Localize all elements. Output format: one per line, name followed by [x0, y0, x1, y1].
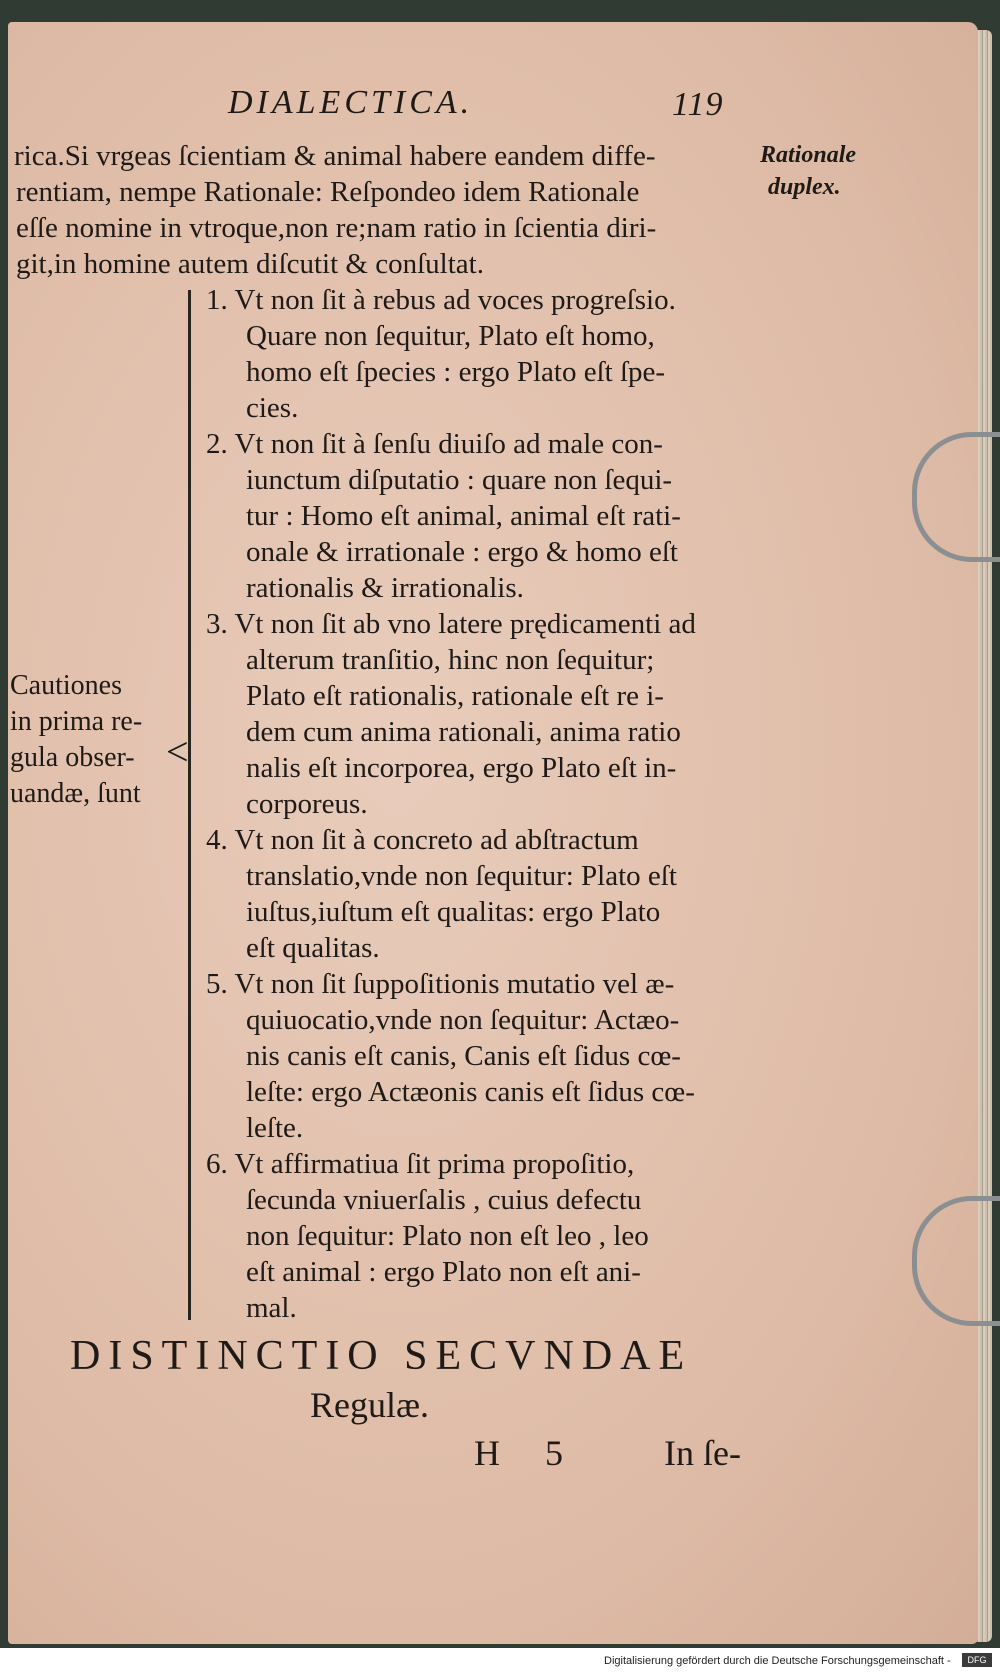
list-line-17: translatio,vnde non ſequitur: Plato eſt: [246, 860, 677, 892]
list-line-27: non ſequitur: Plato non eſt leo , leo: [246, 1220, 649, 1252]
body-line-1: rica.Si vrgeas ſcientiam & animal habere eandem diffe-: [14, 140, 656, 172]
bracket-point: <: [166, 729, 189, 774]
list-line-28: eſt animal : ergo Plato non eſt ani-: [246, 1256, 641, 1288]
list-line-14: nalis eſt incorporea, ergo Plato eſt in-: [246, 752, 677, 784]
list-line-8: onale & irrationale : ergo & homo eſt: [246, 536, 678, 568]
list-line-21: quiuocatio,vnde non ſequitur: Actæo-: [246, 1004, 680, 1036]
list-line-20: 5. Vt non ſit ſuppoſitionis mutatio vel æ-: [206, 968, 675, 1000]
list-line-22: nis canis eſt canis, Canis eſt ſidus cœ-: [246, 1040, 681, 1072]
margin-note-left-1: Cautiones: [10, 670, 122, 701]
list-line-9: rationalis & irrationalis.: [246, 572, 524, 604]
body-line-4: git,in homine autem diſcutit & conſultat.: [16, 248, 484, 280]
list-line-19: eſt qualitas.: [246, 932, 380, 964]
margin-note-left-2: in prima re-: [10, 706, 143, 737]
catchword: In ſe-: [664, 1433, 741, 1473]
margin-note-right-1: Rationale: [760, 142, 857, 168]
list-line-13: dem cum anima rationali, anima ratio: [246, 716, 681, 748]
margin-note-left-4: uandæ, ſunt: [10, 778, 141, 809]
list-line-2: Quare non ſequitur, Plato eſt homo,: [246, 320, 655, 352]
rule-bracket: [188, 290, 201, 1320]
section-heading: DISTINCTIO SECVNDAE: [70, 1333, 693, 1379]
running-title: DIALECTICA.: [228, 84, 474, 121]
list-line-29: mal.: [246, 1292, 297, 1324]
list-line-26: ſecunda vniuerſalis , cuius defectu: [246, 1184, 642, 1216]
dfg-logo: DFG: [962, 1653, 992, 1667]
page-number: 119: [672, 86, 724, 123]
list-line-1: 1. Vt non ſit à rebus ad voces progreſsio.: [206, 284, 676, 316]
list-line-5: 2. Vt non ſit à ſenſu diuiſo ad male con-: [206, 428, 663, 460]
margin-note-right-2: duplex.: [768, 174, 841, 200]
list-line-4: cies.: [246, 392, 299, 424]
list-line-11: alterum tranſitio, hinc non ſequitur;: [246, 644, 655, 676]
margin-note-left-3: gula obser-: [10, 742, 135, 773]
list-line-6: iunctum diſputatio : quare non ſequi-: [246, 464, 673, 496]
body-line-2: rentiam, nempe Rationale: Reſpondeo idem Rationale: [16, 176, 640, 208]
list-line-18: iuſtus,iuſtum eſt qualitas: ergo Plato: [246, 896, 661, 928]
list-line-15: corporeus.: [246, 788, 368, 820]
list-line-12: Plato eſt rationalis, rationale eſt re i-: [246, 680, 664, 712]
body-line-3: eſſe nomine in vtroque,non re;nam ratio in ſcientia diri-: [16, 212, 657, 244]
signature-mark: H 5: [474, 1433, 581, 1473]
list-line-25: 6. Vt affirmatiua ſit prima propoſitio,: [206, 1148, 635, 1180]
list-line-7: tur : Homo eſt animal, animal eſt rati-: [246, 500, 681, 532]
list-line-16: 4. Vt non ſit à concreto ad abſtractum: [206, 824, 639, 856]
section-subheading: Regulæ.: [310, 1385, 430, 1425]
list-line-23: leſte: ergo Actæonis canis eſt ſidus cœ-: [246, 1076, 695, 1108]
footer-credit: Digitalisierung gefördert durch die Deutsche Forschungsgemeinschaft -: [604, 1655, 951, 1667]
list-line-10: 3. Vt non ſit ab vno latere prędicamenti ad: [206, 608, 696, 640]
list-line-3: homo eſt ſpecies : ergo Plato eſt ſpe-: [246, 356, 666, 388]
list-line-24: leſte.: [246, 1112, 304, 1144]
